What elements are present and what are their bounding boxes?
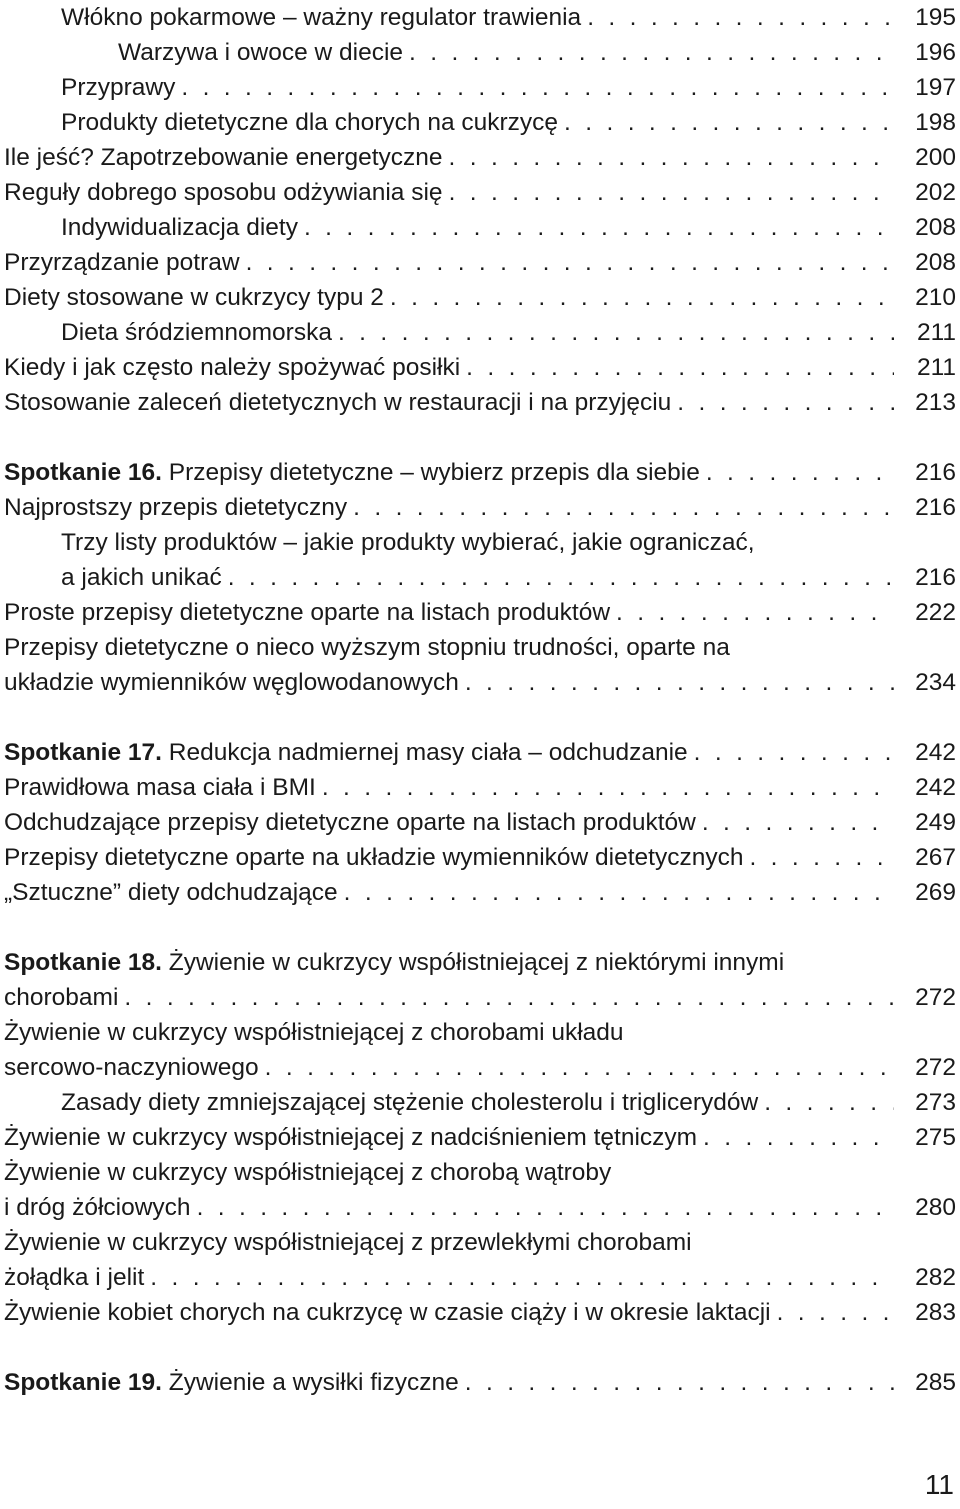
toc-entry-title	[61, 560, 222, 595]
toc-page-number: 210	[915, 284, 956, 311]
toc-entry	[4, 105, 956, 140]
toc-entry-title	[4, 1120, 697, 1155]
toc-entry	[4, 980, 956, 1015]
toc-title-text: Żywienie w cukrzycy współistniejącej z niektórymi innymi	[161, 949, 785, 976]
toc-entry	[4, 315, 956, 350]
toc-entry-title	[4, 175, 443, 210]
toc-entry-title	[4, 665, 459, 700]
toc-section-label: Spotkanie 19.	[4, 1369, 162, 1396]
toc-title-text: Kiedy i jak często należy spożywać posiłki	[4, 354, 461, 381]
toc-entry-title	[4, 350, 460, 385]
toc-entry-title	[61, 1085, 758, 1120]
toc-title-text: Dieta śródziemnomorska	[61, 319, 332, 346]
toc-page-number: 280	[915, 1194, 956, 1221]
toc-title-text: i dróg żółciowych	[4, 1194, 191, 1221]
toc-entry-title	[4, 945, 784, 980]
toc-entry-title	[4, 735, 688, 770]
toc-section-label: Spotkanie 17.	[4, 739, 162, 766]
toc-page-number: 216	[915, 564, 956, 591]
toc-page-number: 267	[915, 844, 956, 871]
toc-page-number: 208	[915, 249, 956, 276]
toc-entry-line	[4, 945, 956, 980]
toc-title-text: Przepisy dietetyczne o nieco wyższym stopniu trudności, oparte na	[4, 634, 730, 661]
dot-leader	[459, 1365, 894, 1400]
dot-leader	[688, 735, 894, 770]
toc-title-text: Żywienie w cukrzycy współistniejącej z chorobą wątroby	[4, 1159, 612, 1186]
toc-title-text: a jakich unikać	[61, 564, 222, 591]
dot-leader	[696, 805, 894, 840]
dot-leader	[191, 1190, 894, 1225]
toc-title-text: Prawidłowa masa ciała i BMI	[4, 774, 316, 801]
toc-entry	[4, 1050, 956, 1085]
toc-entry	[4, 0, 956, 35]
dot-leader	[298, 210, 894, 245]
toc-entry-title	[4, 245, 240, 280]
toc-entry	[4, 385, 956, 420]
toc-section-label: Spotkanie 18.	[4, 949, 162, 976]
toc-entry	[4, 1295, 956, 1330]
toc-title-text: Odchudzające przepisy dietetyczne oparte na listach produktów	[4, 809, 696, 836]
toc-page-number: 200	[915, 144, 956, 171]
toc-entry	[4, 35, 956, 70]
toc-entry	[4, 350, 956, 385]
dot-leader	[384, 280, 894, 315]
dot-leader	[332, 315, 894, 350]
toc-title-text: Żywienie a wysiłki fizyczne	[161, 1369, 459, 1396]
toc-entry	[4, 245, 956, 280]
dot-leader	[460, 350, 894, 385]
toc-title-text: sercowo-naczyniowego	[4, 1054, 259, 1081]
toc-entry-title	[4, 490, 347, 525]
toc-entry-title	[4, 455, 700, 490]
dot-leader	[581, 0, 894, 35]
toc-entry	[4, 1190, 956, 1225]
toc-page-number: 272	[915, 1054, 956, 1081]
toc-entry	[4, 1085, 956, 1120]
section-gap	[4, 420, 956, 455]
toc-entry	[4, 770, 956, 805]
toc-page-number: 285	[915, 1369, 956, 1396]
toc-entry-title	[4, 1155, 611, 1190]
page-number: 11	[924, 1469, 954, 1500]
dot-leader	[259, 1050, 894, 1085]
toc-page-number: 283	[915, 1299, 956, 1326]
toc-title-text: Zasady diety zmniejszającej stężenie cholesterolu i triglicerydów	[61, 1089, 759, 1116]
section-gap	[4, 910, 956, 945]
dot-leader	[118, 980, 894, 1015]
toc-title-text: Najprostszy przepis dietetyczny	[4, 494, 348, 521]
toc-entry	[4, 490, 956, 525]
toc-entry	[4, 210, 956, 245]
toc-title-text: Żywienie w cukrzycy współistniejącej z nadciśnieniem tętniczym	[4, 1124, 698, 1151]
toc-page-number: 242	[915, 739, 956, 766]
toc-entry-title	[4, 840, 743, 875]
toc-entry	[4, 735, 956, 770]
toc-entry	[4, 595, 956, 630]
dot-leader	[222, 560, 894, 595]
toc-page-number: 222	[915, 599, 956, 626]
toc-entry-title	[4, 595, 610, 630]
toc-title-text: układzie wymienników węglowodanowych	[4, 669, 459, 696]
toc-entry-title	[4, 1225, 692, 1260]
toc-title-text: Reguły dobrego sposobu odżywiania się	[4, 179, 443, 206]
toc-page-number: 249	[915, 809, 956, 836]
toc-title-text: Diety stosowane w cukrzycy typu 2	[4, 284, 384, 311]
toc-entry	[4, 840, 956, 875]
toc-title-text: Redukcja nadmiernej masy ciała – odchudzanie	[161, 739, 688, 766]
toc-entry	[4, 665, 956, 700]
toc-page-number: 275	[915, 1124, 956, 1151]
toc-title-text: Żywienie w cukrzycy współistniejącej z przewlekłymi chorobami	[4, 1229, 692, 1256]
toc-entry-title	[4, 770, 316, 805]
toc-page-number: 208	[915, 214, 956, 241]
toc-entry	[4, 455, 956, 490]
section-gap	[4, 1330, 956, 1365]
toc-page-number: 272	[915, 984, 956, 1011]
toc-page-number: 273	[915, 1089, 956, 1116]
toc-entry	[4, 70, 956, 105]
toc-entry-line	[4, 630, 956, 665]
toc-title-text: Przyrządzanie potraw	[4, 249, 240, 276]
dot-leader	[347, 490, 894, 525]
toc-title-text: Trzy listy produktów – jakie produkty wybierać, jakie ograniczać,	[61, 529, 755, 556]
dot-leader	[403, 35, 894, 70]
dot-leader	[144, 1260, 894, 1295]
toc-page-number: 216	[915, 459, 956, 486]
toc-entry-title	[4, 385, 671, 420]
toc-entry-line	[4, 1225, 956, 1260]
toc-page-number: 196	[915, 39, 956, 66]
toc-entry	[4, 1120, 956, 1155]
toc-entry	[4, 175, 956, 210]
toc-page-number: 282	[915, 1264, 956, 1291]
toc-entry-title	[61, 0, 581, 35]
toc-page-number: 195	[915, 4, 956, 31]
toc-title-text: chorobami	[4, 984, 119, 1011]
toc-page-number: 242	[915, 774, 956, 801]
dot-leader	[743, 840, 894, 875]
toc-entry-title	[4, 140, 443, 175]
toc-title-text: Produkty dietetyczne dla chorych na cukrzycę	[61, 109, 559, 136]
toc-entry	[4, 280, 956, 315]
toc-entry-title	[4, 980, 118, 1015]
toc-entry-title	[61, 525, 755, 560]
toc-entry-title	[4, 1260, 144, 1295]
toc-page-number: 234	[915, 669, 956, 696]
toc-entry-title	[61, 70, 175, 105]
toc-entry-line	[4, 525, 956, 560]
toc-title-text: Włókno pokarmowe – ważny regulator trawienia	[61, 4, 582, 31]
toc-entry-title	[4, 630, 730, 665]
toc-section-label: Spotkanie 16.	[4, 459, 162, 486]
toc-title-text: Przepisy dietetyczne – wybierz przepis dla siebie	[161, 459, 700, 486]
section-gap	[4, 700, 956, 735]
toc-entry-title	[118, 35, 403, 70]
toc-title-text: Indywidualizacja diety	[61, 214, 298, 241]
toc-entry	[4, 560, 956, 595]
toc-entry	[4, 1365, 956, 1400]
dot-leader	[697, 1120, 894, 1155]
toc-page-number: 197	[915, 74, 956, 101]
toc-entry-title	[4, 1365, 459, 1400]
toc-entry-line	[4, 1015, 956, 1050]
dot-leader	[459, 665, 894, 700]
dot-leader	[240, 245, 894, 280]
toc-title-text: Żywienie kobiet chorych na cukrzycę w czasie ciąży i w okresie laktacji	[4, 1299, 771, 1326]
toc-entry-title	[4, 875, 338, 910]
toc-page-number: 202	[915, 179, 956, 206]
toc-entry	[4, 140, 956, 175]
toc-entry-title	[61, 105, 558, 140]
dot-leader	[443, 140, 894, 175]
toc-entry-title	[61, 210, 298, 245]
toc-entry	[4, 805, 956, 840]
toc-entry-title	[4, 805, 696, 840]
dot-leader	[175, 70, 894, 105]
toc-entry-title	[61, 315, 332, 350]
dot-leader	[671, 385, 894, 420]
table-of-contents	[4, 0, 956, 1400]
toc-title-text: Ile jeść? Zapotrzebowanie energetyczne	[4, 144, 443, 171]
toc-page-number: 269	[915, 879, 956, 906]
dot-leader	[771, 1295, 894, 1330]
toc-page-number: 211	[916, 319, 956, 346]
toc-entry-title	[4, 280, 384, 315]
dot-leader	[443, 175, 894, 210]
dot-leader	[316, 770, 894, 805]
toc-entry-title	[4, 1295, 771, 1330]
dot-leader	[758, 1085, 894, 1120]
toc-title-text: Przyprawy	[61, 74, 176, 101]
toc-title-text: żołądka i jelit	[4, 1264, 145, 1291]
toc-title-text: Proste przepisy dietetyczne oparte na listach produktów	[4, 599, 611, 626]
toc-page-number: 198	[915, 109, 956, 136]
toc-title-text: Żywienie w cukrzycy współistniejącej z chorobami układu	[4, 1019, 624, 1046]
dot-leader	[610, 595, 894, 630]
toc-page-number: 211	[916, 354, 956, 381]
dot-leader	[700, 455, 894, 490]
toc-entry	[4, 1260, 956, 1295]
toc-entry-title	[4, 1190, 191, 1225]
toc-entry-title	[4, 1050, 259, 1085]
toc-entry-line	[4, 1155, 956, 1190]
toc-entry-title	[4, 1015, 624, 1050]
dot-leader	[558, 105, 894, 140]
toc-title-text: Warzywa i owoce w diecie	[118, 39, 404, 66]
toc-title-text: „Sztuczne” diety odchudzające	[4, 879, 338, 906]
toc-title-text: Stosowanie zaleceń dietetycznych w restauracji i na przyjęciu	[4, 389, 672, 416]
toc-page-number: 216	[915, 494, 956, 521]
toc-title-text: Przepisy dietetyczne oparte na układzie wymienników dietetycznych	[4, 844, 744, 871]
dot-leader	[338, 875, 894, 910]
toc-entry	[4, 875, 956, 910]
toc-page-number: 213	[915, 389, 956, 416]
